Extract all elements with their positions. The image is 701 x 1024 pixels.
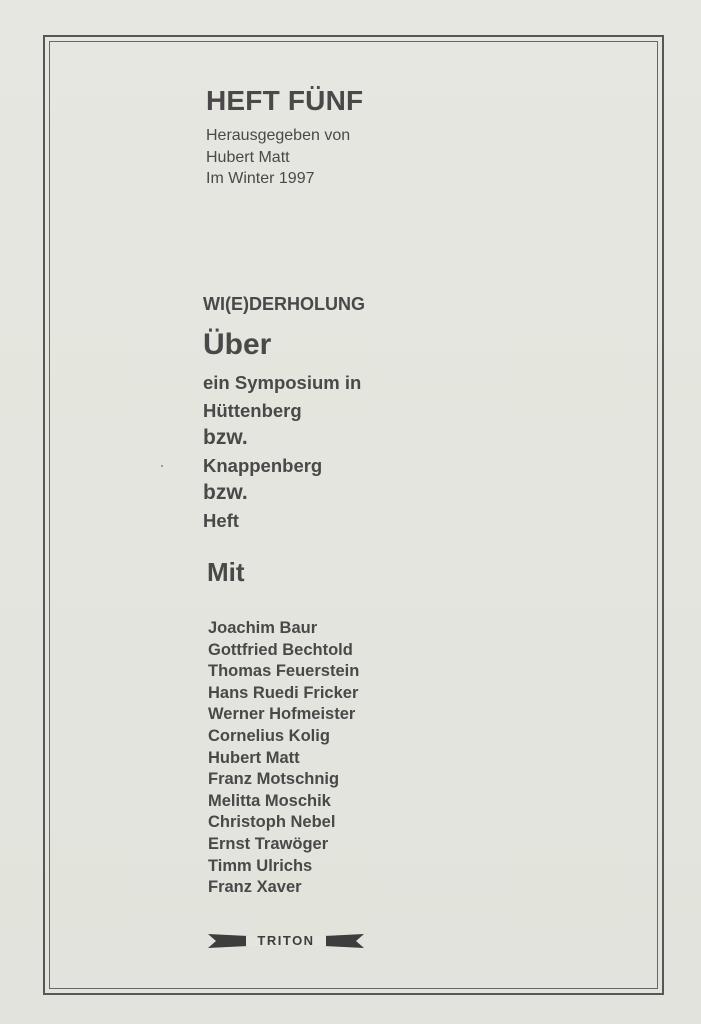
editorial-info xyxy=(206,125,350,190)
description-line: bzw. xyxy=(203,481,248,504)
ueber-heading: Über xyxy=(203,328,272,361)
contributor-name: Cornelius Kolig xyxy=(208,726,330,745)
contributor-name: Thomas Feuerstein xyxy=(208,662,360,681)
contributors-list xyxy=(208,618,359,899)
description-line: Knappenberg xyxy=(203,454,323,476)
publisher-name: TRITON xyxy=(257,933,315,948)
editorial-line: Hubert Matt xyxy=(206,148,290,166)
subject-heading: WI(E)DERHOLUNG xyxy=(203,294,365,314)
description-line: Heft xyxy=(203,509,239,531)
contributor-name: Franz Motschnig xyxy=(208,770,340,789)
issue-title: HEFT FÜNF xyxy=(206,85,364,116)
contributor-name: Hans Ruedi Fricker xyxy=(208,683,359,702)
contributor-name: Ernst Trawöger xyxy=(208,834,329,853)
description-line: bzw. xyxy=(203,426,248,449)
contributor-name: Melitta Moschik xyxy=(208,791,331,810)
description-line: Hüttenberg xyxy=(203,399,302,421)
contributor-name: Gottfried Bechtold xyxy=(208,640,353,659)
contributor-name: Christoph Nebel xyxy=(208,813,336,832)
contributor-name: Werner Hofmeister xyxy=(208,705,356,724)
contributor-name: Timm Ulrichs xyxy=(208,856,313,875)
paper-speck xyxy=(161,465,163,467)
editorial-line: Herausgegeben von xyxy=(206,127,351,144)
contributor-name: Franz Xaver xyxy=(208,878,302,897)
mit-heading: Mit xyxy=(207,557,245,587)
description-line: ein Symposium in xyxy=(203,372,362,393)
editorial-line: Im Winter 1997 xyxy=(206,170,315,187)
contributor-name: Joachim Baur xyxy=(208,619,318,637)
description-block xyxy=(203,369,361,534)
publisher-logo xyxy=(208,930,364,952)
contributor-name: Hubert Matt xyxy=(208,748,300,767)
